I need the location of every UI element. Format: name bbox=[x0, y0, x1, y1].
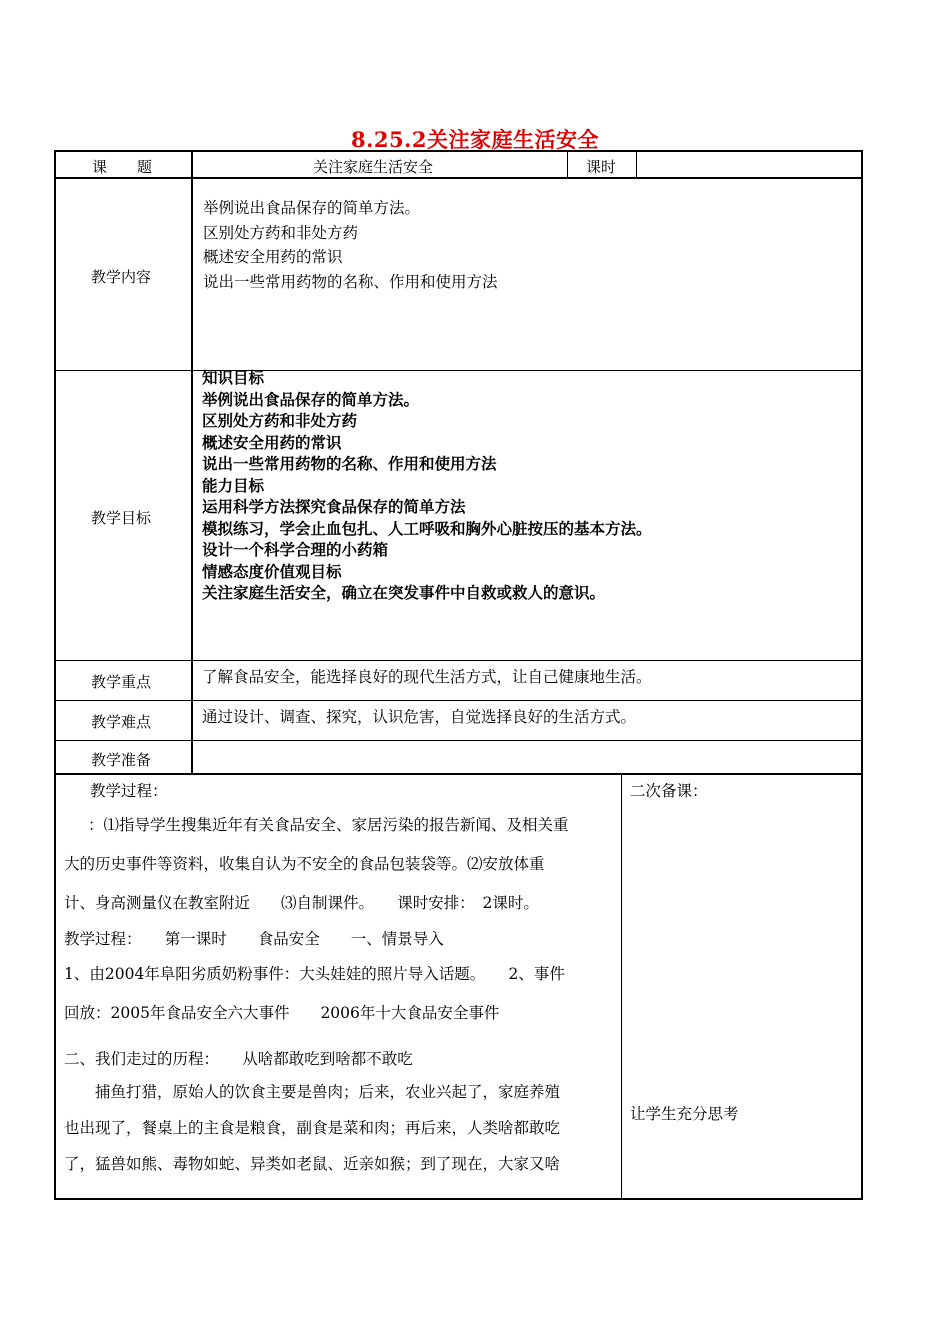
process-line: 也出现了，餐桌上的主食是粮食，副食是菜和肉；再后来，人类啥都敢吃 bbox=[64, 1119, 561, 1137]
focus-text: 了解食品安全，能选择良好的现代生活方式，让自己健康地生活。 bbox=[202, 668, 652, 686]
header-row bbox=[54, 150, 863, 179]
process-divider bbox=[621, 773, 622, 1200]
process-line: 大的历史事件等资料，收集自认为不安全的食品包装袋等。⑵安放体重 bbox=[64, 855, 545, 873]
goal-line: 举例说出食品保存的简单方法。 bbox=[202, 390, 420, 409]
process-line: ：⑴指导学生搜集近年有关食品安全、家居污染的报告新闻、及相关重 bbox=[88, 816, 569, 834]
goal-line: 区别处方药和非处方药 bbox=[202, 412, 358, 430]
header-divider-3 bbox=[636, 150, 637, 179]
goals-list bbox=[202, 368, 652, 605]
goal-line: 能力目标 bbox=[202, 476, 265, 495]
goal-line: 说出一些常用药物的名称、作用和使用方法 bbox=[202, 455, 497, 473]
prep-label: 教学准备 bbox=[91, 751, 152, 769]
second-prep-note: 让学生充分思考 bbox=[630, 1105, 739, 1123]
prep-divider bbox=[191, 740, 193, 775]
header-divider-2 bbox=[567, 150, 568, 179]
topic-value: 关注家庭生活安全 bbox=[313, 158, 434, 176]
goal-line: 设计一个科学合理的小药箱 bbox=[202, 541, 389, 559]
second-prep-heading: 二次备课： bbox=[630, 782, 708, 800]
content-line: 举例说出食品保存的简单方法。 bbox=[203, 199, 421, 217]
process-body-2 bbox=[64, 1044, 560, 1182]
hours-label: 课时 bbox=[586, 158, 617, 176]
process-heading: 教学过程： bbox=[90, 782, 168, 800]
header-divider-1 bbox=[191, 150, 193, 179]
process-line: 了，猛兽如熊、毒物如蛇、异类如老鼠、近亲如猴；到了现在，大家又啥 bbox=[64, 1155, 561, 1173]
goal-line: 情感态度价值观目标 bbox=[202, 562, 342, 581]
document-title: 8.25.2关注家庭生活安全 bbox=[350, 127, 600, 152]
difficulty-divider bbox=[191, 700, 193, 741]
process-body bbox=[64, 806, 569, 1033]
process-line: 1、由2004年阜阳劣质奶粉事件：大头娃娃的照片导入话题。 2、事件 bbox=[64, 965, 565, 983]
content-divider bbox=[191, 178, 193, 371]
topic-label: 课 题 bbox=[92, 158, 153, 176]
content-label: 教学内容 bbox=[91, 268, 152, 286]
process-line: 二、我们走过的历程： 从啥都敢吃到啥都不敢吃 bbox=[64, 1050, 413, 1068]
process-line: 计、身高测量仪在教室附近 ⑶自制课件。 课时安排： 2课时。 bbox=[64, 894, 539, 912]
goals-label: 教学目标 bbox=[91, 509, 152, 527]
goal-line: 运用科学方法探究食品保存的简单方法 bbox=[202, 498, 466, 516]
process-line: 教学过程： 第一课时 食品安全 一、情景导入 bbox=[64, 930, 444, 948]
goal-line: 知识目标 bbox=[202, 369, 265, 387]
goal-line: 模拟练习，学会止血包扎、人工呼吸和胸外心脏按压的基本方法。 bbox=[202, 519, 652, 538]
content-line: 说出一些常用药物的名称、作用和使用方法 bbox=[203, 272, 498, 291]
goals-divider bbox=[191, 370, 193, 661]
goal-line: 关注家庭生活安全，确立在突发事件中自救或救人的意识。 bbox=[202, 584, 606, 602]
content-line: 概述安全用药的常识 bbox=[203, 248, 343, 266]
content-line: 区别处方药和非处方药 bbox=[203, 223, 359, 242]
prep-row bbox=[54, 740, 863, 775]
focus-label: 教学重点 bbox=[91, 673, 152, 691]
focus-divider bbox=[191, 660, 193, 701]
process-line: 捕鱼打猎，原始人的饮食主要是兽肉；后来，农业兴起了，家庭养殖 bbox=[64, 1083, 561, 1101]
difficulty-label: 教学难点 bbox=[91, 713, 152, 731]
difficulty-text: 通过设计、调查、探究，认识危害，自觉选择良好的生活方式。 bbox=[202, 708, 637, 726]
process-line: 回放：2005年食品安全六大事件 2006年十大食品安全事件 bbox=[64, 1004, 500, 1022]
content-list bbox=[203, 196, 498, 294]
goal-line: 概述安全用药的常识 bbox=[202, 433, 342, 452]
